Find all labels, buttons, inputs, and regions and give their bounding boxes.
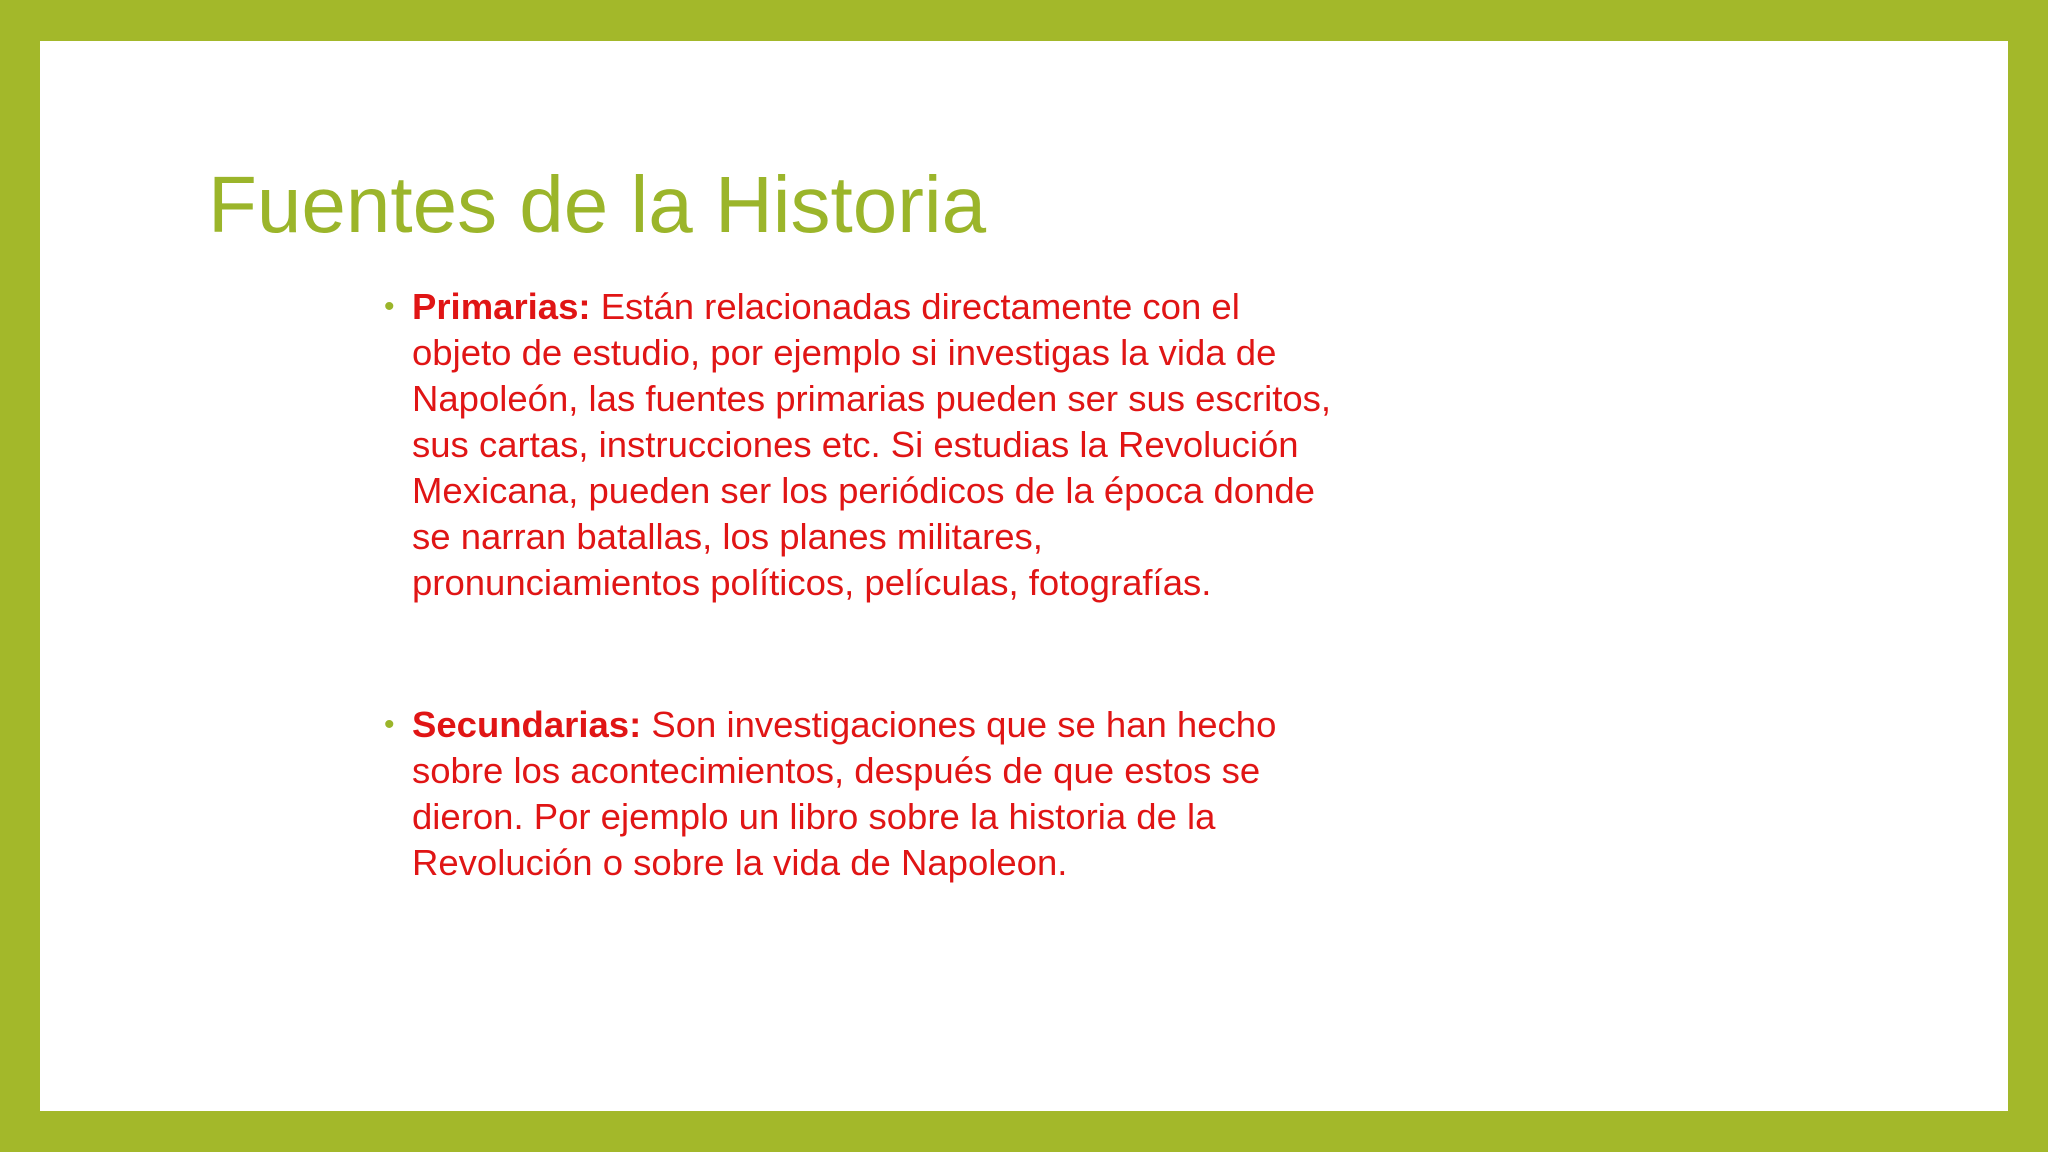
bullet-line: se narran batallas, los planes militares, [412,516,1043,557]
bullet-line: Revolución o sobre la vida de Napoleon. [412,842,1068,883]
bullet-text: Son investigaciones que se han hecho [641,704,1277,745]
bullet-line: pronunciamientos políticos, películas, fotografías. [412,562,1212,603]
bullet-item-primarias [384,284,1464,606]
bullet-line: objeto de estudio, por ejemplo si investigas la vida de [412,332,1277,373]
bullet-line [412,702,1464,748]
bullet-line: sobre los acontecimientos, después de que estos se [412,750,1261,791]
bullet-dot-icon: • [384,290,395,323]
bullet-line: dieron. Por ejemplo un libro sobre la historia de la [412,796,1216,837]
bullet-dot-icon: • [384,708,395,741]
bullet-term: Secundarias: [412,704,642,745]
bullet-item-secundarias [384,702,1464,886]
bullet-line: Mexicana, pueden ser los periódicos de la época donde [412,470,1315,511]
bullet-line [412,284,1464,330]
bullet-list [384,284,1464,886]
bullet-line: sus cartas, instrucciones etc. Si estudias la Revolución [412,424,1299,465]
bullet-term: Primarias: [412,286,591,327]
bullet-text: Están relacionadas directamente con el [590,286,1240,327]
slide-canvas [40,41,2008,1111]
bullet-line: Napoleón, las fuentes primarias pueden ser sus escritos, [412,378,1332,419]
slide-title: Fuentes de la Historia [208,160,987,249]
